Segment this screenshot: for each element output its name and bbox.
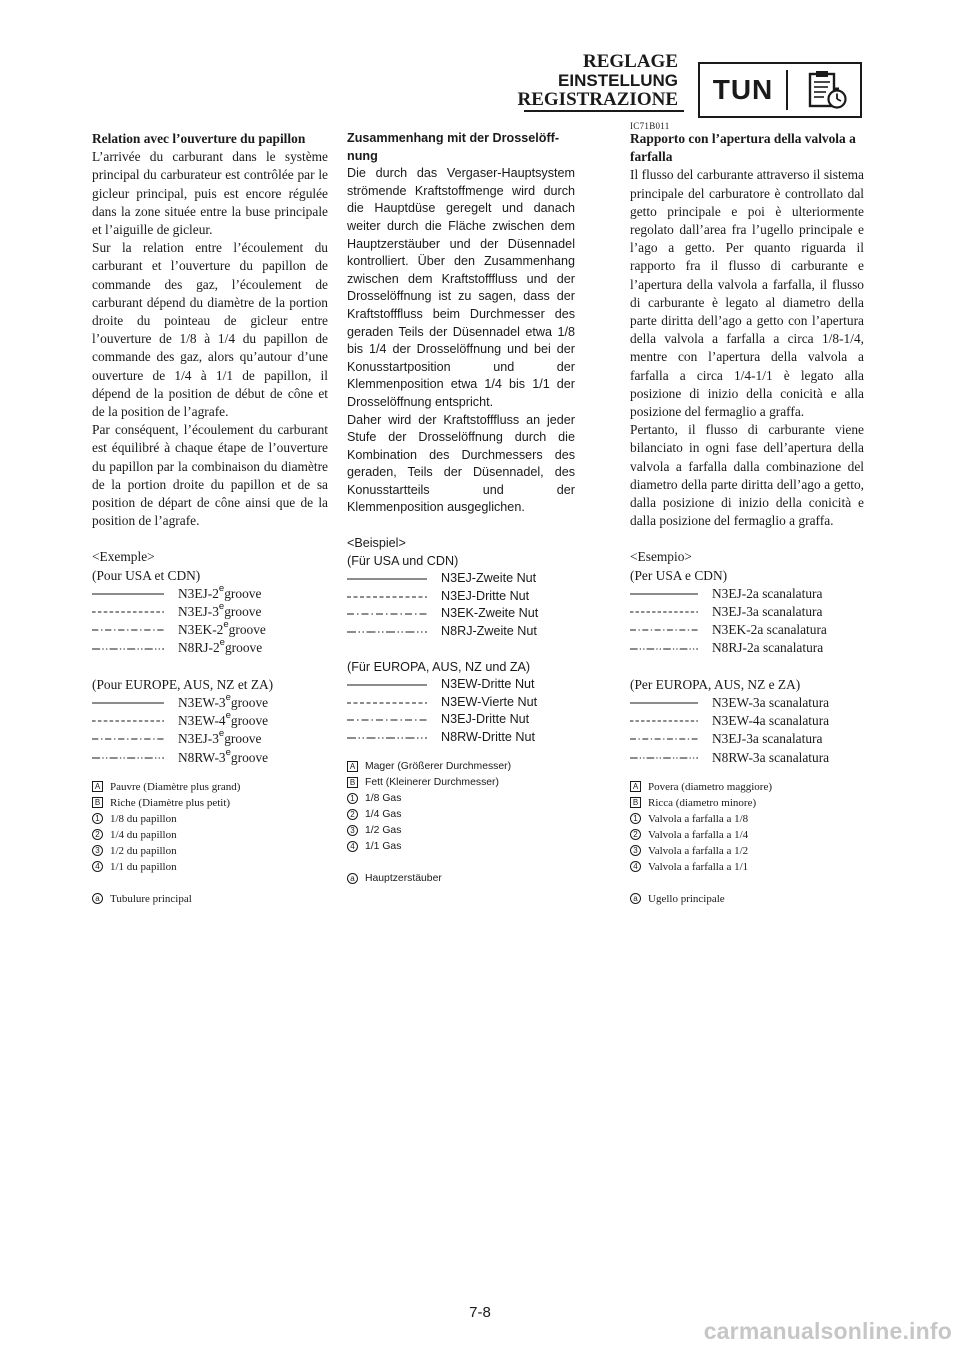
paragraph: Die durch das Vergaser-Hauptsystem strömende Kraftstoffmenge wird durch die Hauptdüse geregelt und danach weiter durch die Fläche zwischen dem Hauptzerstäuber und der Düsennadel kontrolliert. Über den Zusammenhang zwischen dem Kraftstofffluss und der Drosselöffnung ist zu sagen, dass der Kraftstofffluss beim Durchmesser des geraden Teils der Düsennadel etwa 1/8 bis 1/4 der Drosselöffnung und bei der Konusstartposition und der Klemmenposition etwa 1/4 bis 1/1 der Drosselöffnung entspricht. [347,166,575,409]
note-item: a Ugello principale [630,891,864,907]
legend-item: N3EK-2a scanalatura [630,621,864,639]
section-badge-label: TUN [712,74,774,105]
legend-item: N8RW-Dritte Nut [347,729,575,747]
legend-item: N3EW-4a scanalatura [630,712,864,730]
note-item: 1 1/8 Gas [347,791,575,807]
legend-line-solid [92,700,164,706]
legend-line-solid [630,700,698,706]
example-label: <Exemple> [92,549,155,565]
paragraph: L’arrivée du carburant dans le système principal du carburateur est contrôlée par le gicleur principal, puis est encore régulée dans la zone située entre la buse principale et l’aiguille de gicleur. [92,149,328,238]
legend-item: N3EW-3 e groove [92,694,328,712]
note-item: 2 1/4 du papillon [92,827,328,843]
title-de: EINSTELLUNG [558,71,678,90]
note-item: A Povera (diametro maggiore) [630,779,864,795]
group-title: (Per USA e CDN) [630,567,728,583]
section-code: IC71B011 [630,121,670,131]
title-fr: REGLAGE [582,51,678,72]
note-item: A Pauvre (Diamètre plus grand) [92,779,328,795]
heading-it: Rapporto con l’apertura della valvola a farfalla [630,131,856,165]
legend-line-long-dash-double-dot [347,735,427,741]
legend-line-dashed [630,718,698,724]
legend-item: N3EJ-Dritte Nut [347,588,575,606]
legend-line-dashed [92,609,164,615]
note-item: 2 1/4 Gas [347,807,575,823]
group-title: (Pour USA et CDN) [92,567,201,583]
column-italian [630,130,864,907]
legend-item: N3EJ-3a scanalatura [630,603,864,621]
legend-item: N8RJ-Zweite Nut [347,623,575,641]
note-item: B Riche (Diamètre plus petit) [92,795,328,811]
page-number: 7-8 [469,1304,491,1321]
note-item: 3 1/2 Gas [347,823,575,839]
paragraph: Daher wird der Kraftstofffluss an jeder Stufe der Drosselöffnung durch die Kombination des Durchmessers des geraden, Teils der Düsennadel, des Konusstartteils und der Klemmenposition ausgeglichen. [347,412,575,515]
group-title: (Für EUROPA, AUS, NZ und ZA) [347,659,531,674]
note-item: 1 Valvola a farfalla a 1/8 [630,811,864,827]
legend-line-dashed [630,609,698,615]
legend-line-dashed [347,594,427,600]
paragraph: Par conséquent, l’écoulement du carburant est équilibré à chaque étape de l’ouverture du papillon par la combinaison du diamètre de la portion droite du papillon et de sa position de départ de cône ainsi que de la position de l’agrafe. [92,422,328,529]
legend-line-dash-dot [630,627,698,633]
legend-line-dash-dot [92,627,164,633]
legend-item: N8RW-3 e groove [92,749,328,767]
legend-item: N3EJ-3 e groove [92,730,328,748]
legend-line-dashed [92,718,164,724]
column-german [347,130,575,887]
badge-divider [786,70,788,110]
header-titles [518,52,679,109]
legend-item: N3EW-3a scanalatura [630,694,864,712]
legend-item: N3EJ-3 e groove [92,603,328,621]
legend-line-long-dash-double-dot [92,646,164,652]
note-item: A Mager (Größerer Durchmesser) [347,759,575,775]
group-title: (Für USA und CDN) [347,553,459,568]
legend-item: N3EJ-2 e groove [92,585,328,603]
legend-line-long-dash-double-dot [630,755,698,761]
example-label: <Beispiel> [347,536,406,551]
paragraph: Sur la relation entre l’écoulement du carburant et l’ouverture du papillon de commande des gaz, l’écoulement de carburant dépend du diamètre de la portion droite du pointeau de gicleur entre l’ouverture de 1/8 à 1/4 du papillon de commande des gaz, alors qu’autour d’une ouverture de 1/4 à 1/1 de papillon, il dépend de la position de début de cône et de la position de l’agrafe. [92,240,328,420]
legend-line-dash-dot [347,717,427,723]
legend-item: N8RW-3a scanalatura [630,749,864,767]
note-item: 1 1/8 du papillon [92,811,328,827]
title-it: REGISTRAZIONE [517,89,678,110]
legend-item: N8RJ-2 e groove [92,639,328,657]
group-title: (Per EUROPA, AUS, NZ e ZA) [630,676,801,692]
group-title: (Pour EUROPE, AUS, NZ et ZA) [92,676,274,692]
legend-line-dashed [347,700,427,706]
legend-item: N8RJ-2a scanalatura [630,639,864,657]
legend-item: N3EK-Zweite Nut [347,605,575,623]
legend-line-dash-dot [630,736,698,742]
paragraph: Pertanto, il flusso di carburante viene bilanciato in ogni fase dell’apertura della valvola a farfalla dalla combinazione del diametro della parte diritta dell’ago a getto, dalla posizione di inizio della conicità e dalla posizione del fermaglio a graffa. [630,422,864,529]
paragraph: Il flusso del carburante attraverso il sistema principale del carburatore è controllato dal getto principale e poi è ulteriormente regolato dall’area fra l’ugello principale e l’ago a getto. Per quanto riguarda il rapporto fra il flusso di carburante e l’apertura della valvola a farfalla, il flusso di carburante è legato al diametro della parte diritta dell’ago a getto con l’apertura della valvola a farfalla a circa 1/8-1/4, mentre con l’apertura della valvola a farfalla a circa 1/4-1/1 è legato alla posizione di inizio della conicità e alla posizione del fermaglio a graffa. [630,167,864,420]
legend-line-long-dash-double-dot [630,646,698,652]
example-label: <Esempio> [630,549,692,565]
legend-line-solid [630,591,698,597]
legend-line-solid [347,576,427,582]
watermark: carmanualsonline.info [703,1318,952,1344]
note-item: 4 1/1 du papillon [92,859,328,875]
legend-item: N3EW-Vierte Nut [347,694,575,712]
legend-item: N3EJ-Zweite Nut [347,570,575,588]
legend-item: N3EJ-3a scanalatura [630,730,864,748]
note-item: 3 Valvola a farfalla a 1/2 [630,843,864,859]
legend-line-long-dash-double-dot [92,755,164,761]
note-item: B Ricca (diametro minore) [630,795,864,811]
legend-line-dash-dot [347,611,427,617]
legend-item: N3EW-4 e groove [92,712,328,730]
legend-item: N3EJ-2a scanalatura [630,585,864,603]
note-item: 4 Valvola a farfalla a 1/1 [630,859,864,875]
note-item: 3 1/2 du papillon [92,843,328,859]
legend-item: N3EK-2 e groove [92,621,328,639]
note-item: a Hauptzerstäuber [347,871,575,887]
legend-line-solid [347,682,427,688]
note-item: B Fett (Kleinerer Durchmesser) [347,775,575,791]
legend-line-solid [92,591,164,597]
legend-line-dash-dot [92,736,164,742]
column-french [92,130,328,907]
legend-item: N3EJ-Dritte Nut [347,711,575,729]
note-item: 2 Valvola a farfalla a 1/4 [630,827,864,843]
heading-fr: Relation avec l’ouverture du papillon [92,131,306,146]
legend-line-long-dash-double-dot [347,629,427,635]
note-item: 4 1/1 Gas [347,839,575,855]
legend-item: N3EW-Dritte Nut [347,676,575,694]
heading-de: Zusammenhang mit der Drosselöff-nung [347,131,560,163]
note-item: a Tubulure principal [92,891,328,907]
clipboard-stopwatch-icon [804,70,850,110]
header-rule [524,110,684,112]
section-badge [698,62,862,118]
